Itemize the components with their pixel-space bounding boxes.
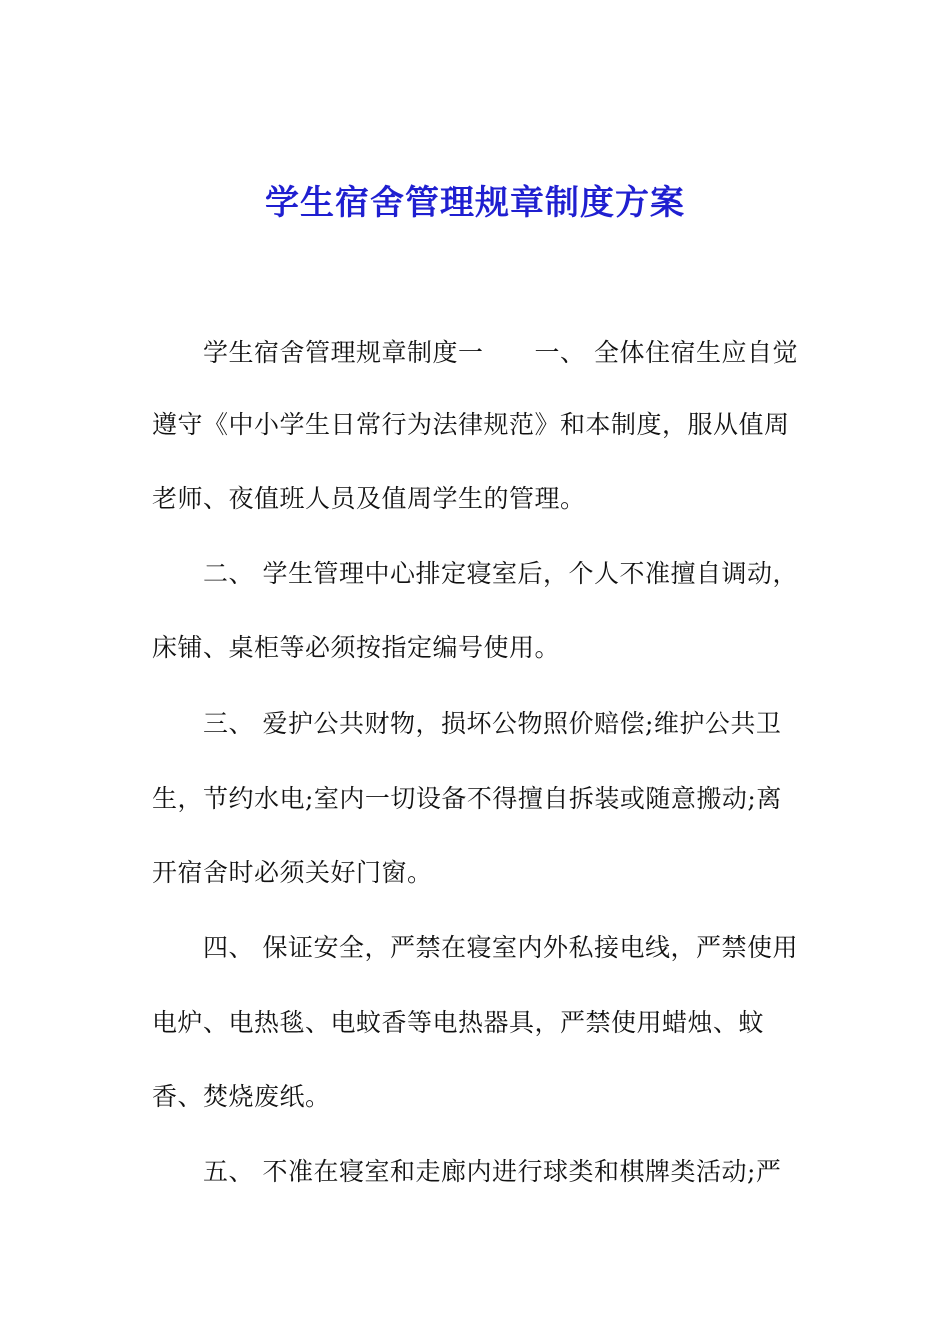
paragraph-line: 床铺、桌柜等必须按指定编号使用。 [152, 633, 561, 662]
paragraph-line: 三、 爱护公共财物，损坏公物照价赔偿;维护公共卫 [203, 709, 782, 738]
paragraph-line: 电炉、电热毯、电蚊香等电热器具，严禁使用蜡烛、蚊 [152, 1008, 765, 1037]
paragraph-line: 生，节约水电;室内一切设备不得擅自拆装或随意搬动;离 [152, 784, 782, 813]
paragraph-line: 学生宿舍管理规章制度一 一、 全体住宿生应自觉 [203, 338, 798, 367]
paragraph-line: 四、 保证安全，严禁在寝室内外私接电线，严禁使用 [203, 933, 798, 962]
paragraph-line: 香、焚烧废纸。 [152, 1082, 331, 1111]
paragraph-line: 开宿舍时必须关好门窗。 [152, 858, 433, 887]
paragraph-line: 二、 学生管理中心排定寝室后，个人不准擅自调动， [203, 559, 798, 588]
paragraph-line: 老师、夜值班人员及值周学生的管理。 [152, 484, 586, 513]
document-title: 学生宿舍管理规章制度方案 [265, 183, 685, 223]
paragraph-line: 遵守《中小学生日常行为法律规范》和本制度，服从值周 [152, 410, 790, 439]
paragraph-line: 五、 不准在寝室和走廊内进行球类和棋牌类活动;严 [203, 1157, 782, 1186]
